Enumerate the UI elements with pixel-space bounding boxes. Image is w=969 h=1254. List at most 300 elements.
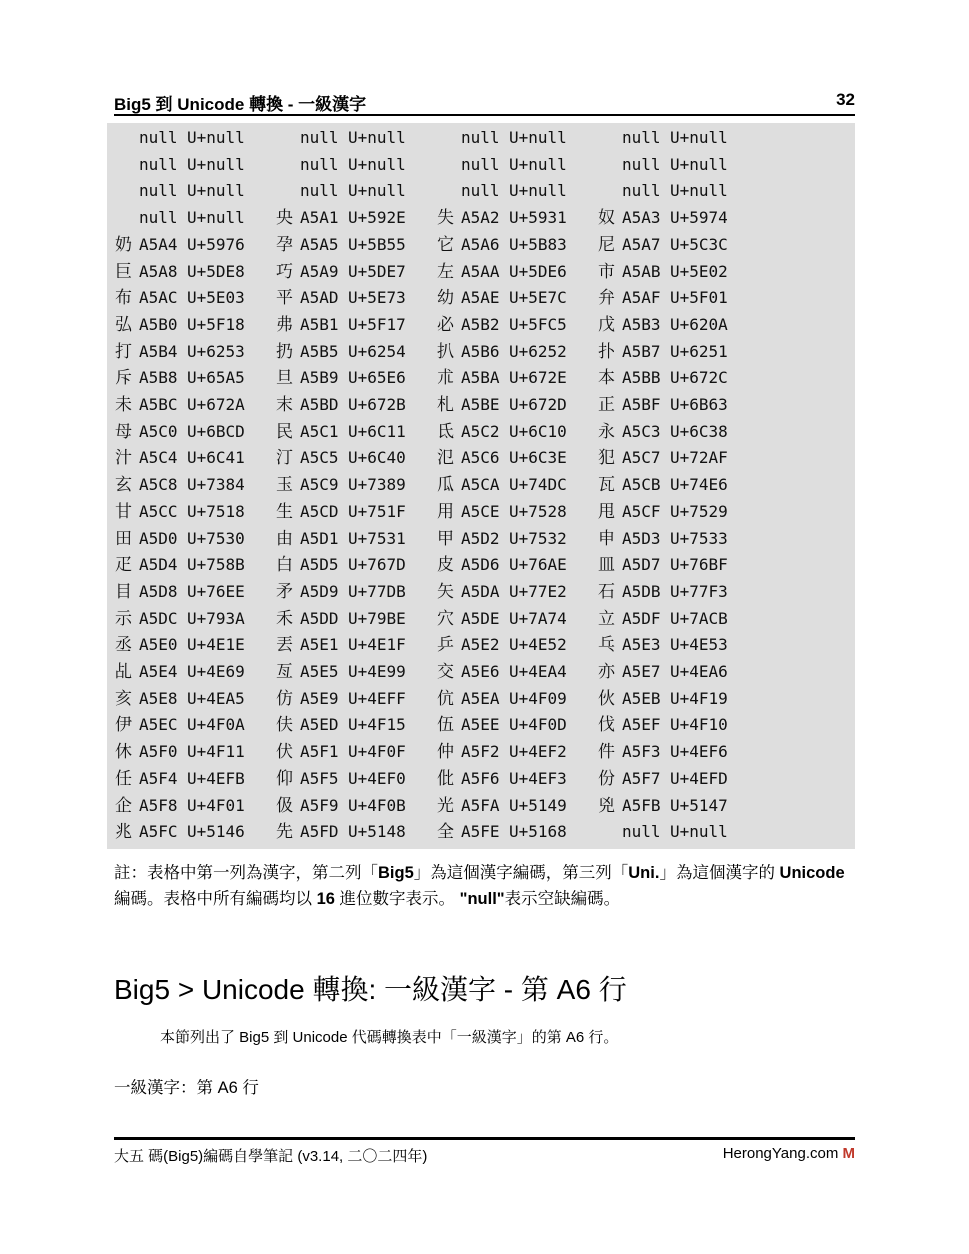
table-cell: [276, 125, 406, 151]
table-cell: [437, 419, 567, 445]
note-unicode: Unicode: [779, 864, 845, 882]
cell-big5: A5EC: [139, 715, 178, 735]
cell-char: 矛: [276, 581, 293, 602]
cell-big5: A5B0: [139, 314, 178, 334]
cell-char: 弗: [276, 314, 293, 335]
cell-big5: A5CF: [622, 501, 661, 521]
cell-char: 布: [115, 288, 132, 309]
cell-unicode: U+4EF0: [348, 768, 406, 788]
table-cell: [598, 793, 728, 819]
table-cell: [437, 125, 567, 151]
cell-big5: A5AB: [622, 261, 661, 281]
table-cell: [437, 152, 567, 178]
cell-char: 玉: [276, 475, 293, 496]
cell-char: 市: [598, 261, 615, 282]
cell-big5: null: [300, 181, 339, 201]
table-cell: [115, 392, 245, 418]
cell-big5: A5BC: [139, 395, 178, 414]
cell-big5: null: [300, 154, 339, 174]
table-cell: [115, 552, 245, 578]
table-cell: [437, 686, 567, 712]
cell-char: 扔: [276, 341, 293, 362]
cell-big5: A5D5: [300, 555, 339, 575]
cell-char: 伕: [276, 715, 293, 736]
note-null: "null": [459, 890, 505, 908]
table-cell: [598, 659, 728, 685]
table-row: [107, 259, 855, 285]
table-row: [107, 819, 855, 845]
cell-big5: A5D9: [300, 581, 339, 601]
table-cell: [598, 232, 728, 258]
table-cell: [115, 793, 245, 819]
cell-unicode: U+5976: [187, 234, 245, 254]
cell-char: 白: [276, 555, 293, 576]
note-text: 註：表格中第一列為漢字，第二列「: [114, 864, 378, 882]
table-cell: [276, 339, 406, 365]
cell-unicode: U+751F: [348, 501, 406, 521]
cell-char: 左: [437, 261, 454, 282]
table-cell: [115, 686, 245, 712]
cell-unicode: U+7389: [348, 475, 406, 495]
cell-unicode: U+7518: [187, 501, 245, 521]
cell-unicode: U+74E6: [670, 475, 728, 495]
cell-unicode: U+null: [348, 181, 406, 201]
table-cell: [115, 739, 245, 765]
table-cell: [115, 285, 245, 311]
cell-unicode: U+4EFF: [348, 688, 406, 708]
cell-big5: A5F1: [300, 742, 339, 762]
cell-char: 仿: [276, 688, 293, 709]
cell-big5: A5D0: [139, 528, 178, 548]
cell-big5: A5A6: [461, 234, 500, 254]
table-cell: [276, 178, 406, 204]
cell-big5: null: [139, 208, 178, 228]
cell-unicode: U+4EF6: [670, 742, 728, 762]
table-cell: [115, 472, 245, 498]
table-row: [107, 365, 855, 391]
table-row: [107, 579, 855, 605]
page-header: [114, 88, 855, 116]
cell-unicode: U+5E7C: [509, 288, 567, 308]
table-cell: [115, 205, 245, 231]
table-cell: [115, 312, 245, 338]
cell-unicode: U+7A74: [509, 608, 567, 628]
table-cell: [437, 365, 567, 391]
cell-unicode: U+5974: [670, 208, 728, 228]
table-cell: [276, 819, 406, 845]
table-cell: [598, 472, 728, 498]
cell-unicode: U+5DE7: [348, 261, 406, 281]
table-cell: [598, 526, 728, 552]
cell-char: 甩: [598, 501, 615, 522]
footer-site-name: HerongYang.com: [722, 1145, 839, 1162]
table-cell: [437, 312, 567, 338]
cell-unicode: U+7529: [670, 501, 728, 521]
table-cell: [598, 819, 728, 845]
cell-unicode: U+77E2: [509, 581, 567, 601]
cell-char: 伊: [115, 715, 132, 736]
cell-big5: A5FD: [300, 822, 339, 842]
table-cell: [437, 739, 567, 765]
cell-char: 汀: [276, 448, 293, 469]
table-cell: [598, 632, 728, 658]
cell-char: 任: [115, 768, 132, 789]
cell-big5: A5F9: [300, 795, 339, 815]
cell-char: 伏: [276, 742, 293, 763]
cell-char: 失: [437, 208, 454, 229]
cell-big5: A5EB: [622, 688, 661, 708]
cell-char: 仲: [437, 742, 454, 763]
cell-unicode: U+4F0B: [348, 795, 406, 815]
cell-unicode: U+null: [348, 128, 406, 147]
cell-unicode: U+72AF: [670, 448, 728, 468]
cell-big5: A5E4: [139, 662, 178, 681]
cell-unicode: U+null: [509, 154, 567, 174]
header-title: Big5 到 Unicode 轉換 - 一級漢字: [114, 95, 367, 114]
cell-big5: A5C4: [139, 448, 178, 468]
cell-unicode: U+6C3E: [509, 448, 567, 468]
cell-char: 奴: [598, 208, 615, 229]
cell-unicode: U+79BE: [348, 608, 406, 628]
cell-char: 光: [437, 795, 454, 816]
table-cell: [276, 285, 406, 311]
cell-char: 甘: [115, 501, 132, 522]
code-table: [107, 123, 855, 849]
table-cell: [437, 712, 567, 738]
cell-big5: A5FB: [622, 795, 661, 815]
cell-unicode: U+6251: [670, 341, 728, 361]
cell-unicode: U+5F17: [348, 314, 406, 334]
table-cell: [276, 686, 406, 712]
cell-char: 民: [276, 421, 293, 442]
table-cell: [598, 499, 728, 525]
cell-unicode: U+76BF: [670, 555, 728, 575]
cell-char: 弁: [598, 288, 615, 309]
note-text: 編碼。表格中所有編碼均以: [114, 890, 317, 908]
table-cell: [437, 178, 567, 204]
cell-char: 汁: [115, 448, 132, 469]
table-row: [107, 392, 855, 418]
cell-big5: null: [139, 128, 178, 147]
table-cell: [276, 552, 406, 578]
cell-char: 皿: [598, 555, 615, 576]
cell-big5: A5F3: [622, 742, 661, 762]
cell-unicode: U+5F18: [187, 314, 245, 334]
cell-big5: A5C8: [139, 475, 178, 495]
table-cell: [115, 499, 245, 525]
cell-unicode: U+5168: [509, 822, 567, 842]
cell-char: 伉: [437, 688, 454, 709]
cell-char: 朮: [437, 368, 454, 389]
cell-big5: A5A3: [622, 208, 661, 228]
cell-big5: A5FA: [461, 795, 500, 815]
cell-char: 平: [276, 288, 293, 309]
table-cell: [437, 232, 567, 258]
cell-big5: A5BE: [461, 395, 500, 414]
cell-char: 禾: [276, 608, 293, 629]
cell-unicode: U+6C41: [187, 448, 245, 468]
table-cell: [437, 499, 567, 525]
table-cell: [276, 419, 406, 445]
cell-char: 伐: [598, 715, 615, 736]
table-cell: [598, 339, 728, 365]
cell-char: 丟: [276, 635, 293, 656]
cell-big5: null: [461, 181, 500, 201]
cell-unicode: U+null: [187, 208, 245, 228]
cell-unicode: U+null: [348, 154, 406, 174]
cell-big5: A5F2: [461, 742, 500, 762]
cell-char: 矢: [437, 581, 454, 602]
table-cell: [276, 472, 406, 498]
page-footer: [114, 1137, 855, 1168]
table-cell: [598, 259, 728, 285]
table-cell: [115, 232, 245, 258]
table-cell: [276, 793, 406, 819]
cell-char: 石: [598, 581, 615, 602]
cell-unicode: U+null: [187, 181, 245, 201]
cell-unicode: U+6253: [187, 341, 245, 361]
table-cell: [115, 526, 245, 552]
cell-big5: null: [139, 154, 178, 174]
cell-big5: A5E9: [300, 688, 339, 708]
cell-unicode: U+6C11: [348, 421, 406, 441]
cell-big5: A5F6: [461, 768, 500, 788]
cell-unicode: U+7384: [187, 475, 245, 495]
cell-unicode: U+6C38: [670, 421, 728, 441]
cell-unicode: U+5B83: [509, 234, 567, 254]
cell-big5: A5E8: [139, 688, 178, 708]
cell-char: 立: [598, 608, 615, 629]
note-big5: Big5: [378, 864, 414, 882]
cell-unicode: U+74DC: [509, 475, 567, 495]
cell-char: 它: [437, 234, 454, 255]
cell-char: 瓦: [598, 475, 615, 496]
table-row: [107, 472, 855, 498]
table-cell: [276, 365, 406, 391]
cell-unicode: U+4F10: [670, 715, 728, 735]
cell-big5: null: [461, 128, 500, 147]
cell-big5: A5D4: [139, 555, 178, 575]
cell-unicode: U+5149: [509, 795, 567, 815]
cell-big5: A5ED: [300, 715, 339, 735]
cell-unicode: U+4EA4: [509, 662, 567, 681]
cell-big5: A5DD: [300, 608, 339, 628]
section-title: Big5 > Unicode 轉換: 一級漢字 - 第 A6 行: [114, 974, 627, 1005]
cell-char: 由: [276, 528, 293, 549]
table-cell: [598, 766, 728, 792]
cell-unicode: U+4F0D: [509, 715, 567, 735]
table-cell: [437, 819, 567, 845]
cell-char: 伍: [437, 715, 454, 736]
cell-big5: A5D2: [461, 528, 500, 548]
table-cell: [115, 178, 245, 204]
cell-big5: A5B8: [139, 368, 178, 388]
cell-char: 戊: [598, 314, 615, 335]
cell-char: 扒: [437, 341, 454, 362]
cell-unicode: U+65A5: [187, 368, 245, 388]
cell-big5: A5E2: [461, 635, 500, 655]
table-cell: [437, 579, 567, 605]
table-cell: [437, 285, 567, 311]
cell-big5: A5B9: [300, 368, 339, 388]
note-text: 」為這個漢字編碼，第三列「: [413, 864, 629, 882]
page-number: 32: [836, 90, 855, 109]
cell-char: 亥: [115, 688, 132, 709]
cell-big5: A5AC: [139, 288, 178, 308]
cell-big5: null: [139, 181, 178, 201]
cell-char: 必: [437, 314, 454, 335]
cell-char: 兆: [115, 822, 132, 843]
table-cell: [598, 552, 728, 578]
cell-unicode: U+null: [187, 128, 245, 147]
table-cell: [598, 606, 728, 632]
cell-unicode: U+5E03: [187, 288, 245, 308]
cell-big5: A5C6: [461, 448, 500, 468]
table-cell: [437, 526, 567, 552]
cell-unicode: U+4F15: [348, 715, 406, 735]
table-cell: [276, 499, 406, 525]
cell-unicode: U+null: [509, 128, 567, 147]
table-cell: [437, 552, 567, 578]
cell-unicode: U+758B: [187, 555, 245, 575]
cell-char: 斥: [115, 368, 132, 389]
cell-char: 巨: [115, 261, 132, 282]
cell-unicode: U+6B63: [670, 395, 728, 414]
cell-unicode: U+5931: [509, 208, 567, 228]
cell-char: 丞: [115, 635, 132, 656]
cell-big5: A5D6: [461, 555, 500, 575]
cell-unicode: U+672C: [670, 368, 728, 388]
cell-unicode: U+6C10: [509, 421, 567, 441]
table-cell: [276, 579, 406, 605]
cell-char: 仰: [276, 768, 293, 789]
cell-big5: A5B5: [300, 341, 339, 361]
cell-big5: A5C5: [300, 448, 339, 468]
table-row: [107, 205, 855, 231]
cell-unicode: U+6C40: [348, 448, 406, 468]
table-cell: [276, 259, 406, 285]
cell-unicode: U+6252: [509, 341, 567, 361]
table-cell: [115, 712, 245, 738]
table-cell: [437, 445, 567, 471]
cell-big5: A5B7: [622, 341, 661, 361]
cell-big5: A5BD: [300, 395, 339, 414]
table-cell: [276, 766, 406, 792]
cell-unicode: U+4F09: [509, 688, 567, 708]
cell-char: 件: [598, 742, 615, 763]
cell-unicode: U+672D: [509, 395, 567, 414]
table-cell: [437, 259, 567, 285]
table-cell: [115, 819, 245, 845]
cell-unicode: U+672B: [348, 395, 406, 414]
cell-unicode: U+7531: [348, 528, 406, 548]
cell-char: 札: [437, 395, 454, 415]
table-row: [107, 712, 855, 738]
cell-unicode: U+4F0A: [187, 715, 245, 735]
cell-big5: A5D8: [139, 581, 178, 601]
cell-big5: null: [622, 154, 661, 174]
table-cell: [276, 152, 406, 178]
cell-big5: A5A4: [139, 234, 178, 254]
note-text: 表示空缺編碼。: [504, 890, 621, 908]
cell-big5: null: [300, 128, 339, 147]
cell-big5: A5DF: [622, 608, 661, 628]
cell-char: 兇: [598, 795, 615, 816]
cell-unicode: U+null: [187, 154, 245, 174]
table-cell: [598, 152, 728, 178]
cell-big5: A5DC: [139, 608, 178, 628]
table-row: [107, 419, 855, 445]
cell-big5: A5E5: [300, 662, 339, 681]
cell-unicode: U+77DB: [348, 581, 406, 601]
note-uni: Uni.: [628, 864, 660, 882]
cell-unicode: U+4E69: [187, 662, 245, 681]
cell-unicode: U+793A: [187, 608, 245, 628]
cell-char: 巧: [276, 261, 293, 282]
cell-char: 用: [437, 501, 454, 522]
cell-unicode: U+76AE: [509, 555, 567, 575]
cell-big5: A5C1: [300, 421, 339, 441]
cell-big5: A5B1: [300, 314, 339, 334]
cell-unicode: U+592E: [348, 208, 406, 228]
table-cell: [598, 365, 728, 391]
cell-unicode: U+4EF2: [509, 742, 567, 762]
cell-char: 伙: [598, 688, 615, 709]
cell-big5: A5DE: [461, 608, 500, 628]
cell-unicode: U+7ACB: [670, 608, 728, 628]
table-cell: [276, 632, 406, 658]
table-cell: [437, 472, 567, 498]
cell-char: 亙: [276, 662, 293, 682]
cell-char: 孕: [276, 234, 293, 255]
cell-big5: A5F4: [139, 768, 178, 788]
cell-big5: A5C0: [139, 421, 178, 441]
cell-big5: A5A2: [461, 208, 500, 228]
cell-unicode: U+4F19: [670, 688, 728, 708]
cell-unicode: U+4E1E: [187, 635, 245, 655]
cell-big5: A5AE: [461, 288, 500, 308]
cell-char: 先: [276, 822, 293, 843]
cell-unicode: U+null: [670, 181, 728, 201]
cell-char: 扑: [598, 341, 615, 362]
site-logo-icon: M: [842, 1145, 855, 1162]
cell-unicode: U+5FC5: [509, 314, 567, 334]
table-cell: [276, 232, 406, 258]
cell-big5: A5E0: [139, 635, 178, 655]
cell-unicode: U+null: [509, 181, 567, 201]
table-cell: [598, 686, 728, 712]
cell-char: 交: [437, 662, 454, 682]
table-row: [107, 739, 855, 765]
cell-unicode: U+5147: [670, 795, 728, 815]
cell-unicode: U+5C3C: [670, 234, 728, 254]
cell-unicode: U+5B55: [348, 234, 406, 254]
cell-big5: A5A8: [139, 261, 178, 281]
cell-big5: A5C9: [300, 475, 339, 495]
cell-unicode: U+6254: [348, 341, 406, 361]
table-row: [107, 606, 855, 632]
cell-big5: A5CD: [300, 501, 339, 521]
table-cell: [437, 205, 567, 231]
table-cell: [115, 339, 245, 365]
cell-big5: A5E7: [622, 662, 661, 681]
cell-char: 目: [115, 581, 132, 602]
cell-char: 瓜: [437, 475, 454, 496]
table-cell: [115, 632, 245, 658]
cell-unicode: U+4F01: [187, 795, 245, 815]
cell-unicode: U+null: [670, 154, 728, 174]
table-row: [107, 499, 855, 525]
